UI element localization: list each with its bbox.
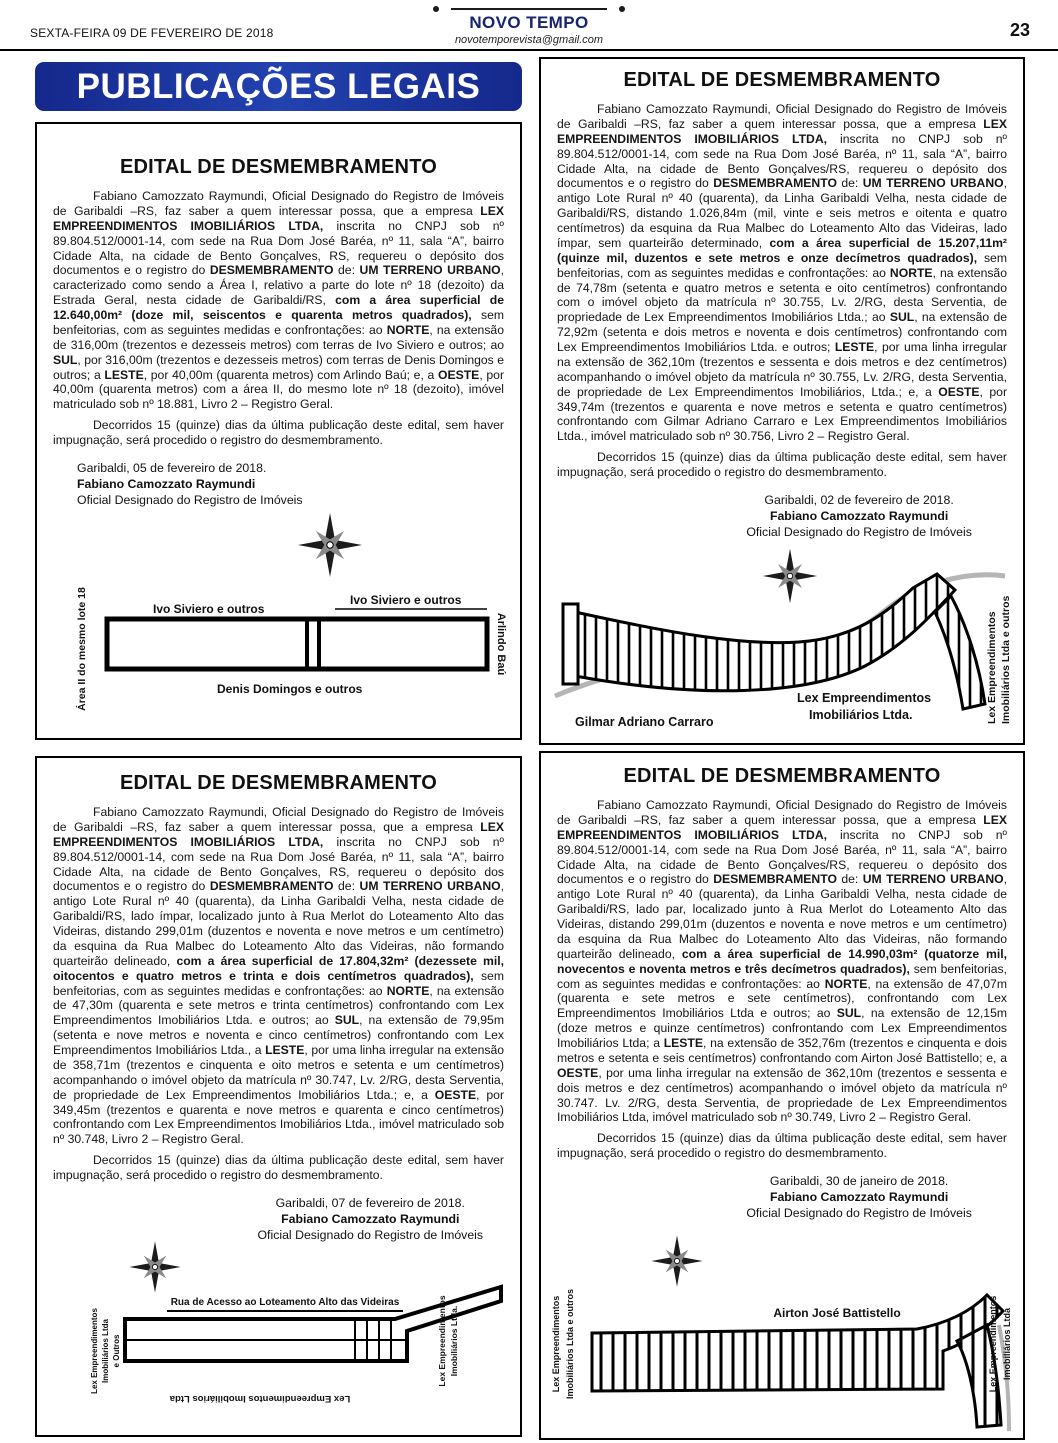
- notice-4-title: EDITAL DE DESMEMBRAMENTO: [623, 765, 941, 787]
- hatched-parcel: [563, 574, 985, 709]
- signer-role: Oficial Designado do Registro de Imóveis: [257, 1228, 484, 1243]
- signer-name: Fabiano Camozzato Raymundi: [769, 1190, 949, 1205]
- map1-label-left: Área II do mesmo lote 18: [76, 587, 88, 711]
- notice-1: [35, 122, 522, 740]
- map3-label-right-1: Lex Empreendimentos: [437, 1295, 447, 1387]
- newspaper-title: NOVO TEMPO: [469, 13, 589, 32]
- map2-label-right-1: Lex Empreendimentos: [986, 611, 998, 724]
- map1-label-right: Arlindo Baú: [495, 612, 507, 676]
- signer-role: Oficial Designado do Registro de Imóveis: [746, 525, 972, 540]
- notice-1-title: EDITAL DE DESMEMBRAMENTO: [119, 156, 438, 178]
- notice-2: [539, 57, 1025, 745]
- signer-role: Oficial Designado do Registro de Imóveis: [77, 493, 303, 508]
- notice-2-title: EDITAL DE DESMEMBRAMENTO: [623, 69, 941, 91]
- survey-map-1: [45, 501, 511, 736]
- map1-label-top-left: Ivo Siviero e outros: [153, 602, 265, 616]
- map4-label-left-2: Imobiliários Ltda e outros: [565, 1288, 575, 1400]
- notice-2-closing: Decorridos 15 (quinze) dias da última publicação deste edital, sem haver impugnação, será procedido o registro do desmembramento.: [557, 450, 1007, 479]
- map3-label-left-2: Imobiliários Ltda: [101, 1318, 110, 1384]
- notice-4-signature-block: [715, 1173, 1004, 1222]
- notice-3: [35, 756, 522, 1437]
- compass-rose-icon: [763, 549, 817, 603]
- place-date: Garibaldi, 02 de fevereiro de 2018.: [764, 492, 954, 507]
- notice-2-body: Fabiano Camozzato Raymundi, Oficial Designado do Registro de Imóveis de Garibaldi –RS, faz saber a quem interessar possa, que a empresa LEX EMPREENDIMENTOS IMOBILIÁRIOS LTDA, inscrita no CNPJ sob nº 89.804.512/0001-14, com sede na Rua Dom José Baréa, nº 11, sala “A”, bairro Cidade Alta, na cidade de Bento Gonçalves/RS, requereu o depósito dos documentos e o registro do DESMEMBRAMENTO de: UM TERRENO URBANO, antigo Lote Rural nº 40 (quarenta), da Linha Garibaldi Velha, nesta cidade de Garibaldi/RS, distando 1.026,84m (mil, vinte e seis metros e oitenta e quatro centímetros) da esquina da Rua Malbec do Loteamento Alto das Videiras, lado ímpar, sem quarteirão determinado, com a área superficial de 15.207,11m² (quinze mil, duzentos e sete metros e onze decímetros quadrados), sem benfeitorias, com as seguintes medidas e confrontações: ao NORTE, na extensão de 74,78m (setenta e quatro metros e setenta e oito centímetros) confrontando com o imóvel objeto da matrícula nº 30.755, Lv. 2/RG, desta Serventia, de propriedade de Lex Empreendimentos Imobiliários Ltda.; ao SUL, na extensão de 72,92m (setenta e dois metros e noventa e dois centímetros) confrontando com Lex Empreendimentos Imobiliários Ltda. e outros; LESTE, por uma linha irregular na extensão de 362,10m (trezentos e sessenta e dois metros e dez centímetros) acompanhando o imóvel objeto da matrícula nº 30.755, Lv. 2/RG, desta Serventia, de propriedade de Lex Empreendimentos Imobiliários, Ltda.; e, a OESTE, por 349,74m (trezentos e quarenta e nove metros e setenta e quatro centímetros) confrontando com Gilmar Adriano Carraro e Lex Empreendimentos Imobiliários Ltda., imóvel matriculado sob nº 30.756, Livro 2 – Registro Geral.: [557, 102, 1007, 444]
- map1-label-top-right: Ivo Siviero e outros: [350, 593, 462, 607]
- notice-4: [539, 751, 1025, 1440]
- notice-3-closing: Decorridos 15 (quinze) dias da última publicação deste edital, sem haver impugnação, será procedido o registro do desmembramento.: [53, 1153, 504, 1182]
- survey-map-2: [547, 546, 1017, 741]
- map2-label-center-2: Imobiliários Ltda.: [809, 708, 913, 722]
- map2-label-bottom-left: Gilmar Adriano Carraro: [575, 715, 714, 729]
- masthead-date: SEXTA-FEIRA 09 DE FEVEREIRO DE 2018: [30, 26, 274, 40]
- notice-3-title: EDITAL DE DESMEMBRAMENTO: [119, 772, 438, 794]
- map2-label-right-2: Imobiliários Ltda e outros: [1000, 595, 1012, 724]
- map3-label-bottom-flipped: Lex Empreendimentos Imobiliários Ltda: [169, 1393, 351, 1404]
- survey-map-4: [547, 1229, 1017, 1434]
- map4-label-right-2: Imobiliários Ltda: [1002, 1307, 1012, 1381]
- signer-name: Fabiano Camozzato Raymundi: [769, 509, 949, 524]
- map3-label-left-3: e Outros: [112, 1334, 121, 1368]
- compass-rose-icon: [651, 1235, 702, 1286]
- notice-1-closing: Decorridos 15 (quinze) dias da última publicação deste edital, sem haver impugnação, será procedido o registro do desmembramento.: [53, 418, 504, 447]
- plot-outline: [107, 609, 487, 669]
- notice-2-signature-block: [715, 492, 1004, 541]
- section-banner: [35, 62, 522, 111]
- place-date: Garibaldi, 30 de janeiro de 2018.: [769, 1174, 949, 1188]
- masthead: [0, 0, 1058, 51]
- map4-label-left-1: Lex Empreendimentos: [551, 1295, 561, 1393]
- map1-label-bottom: Denis Domingos e outros: [217, 682, 363, 696]
- map4-label-right-1: Lex Empreendimentos: [988, 1295, 998, 1393]
- map4-label-top: Airton José Battistello: [773, 1306, 901, 1320]
- notice-1-body: Fabiano Camozzato Raymundi, Oficial Designado do Registro de Imóveis de Garibaldi –RS, faz saber a quem interessar possa, que a empresa LEX EMPREENDIMENTOS IMOBILIÁRIOS LTDA, inscrita no CNPJ sob nº 89.804.512/0001-14, com sede na Rua Dom José Baréa, nº 11, sala “A”, bairro Cidade Alta, na cidade de Bento Gonçalves, RS, requereu o depósito dos documentos e o registro do DESMEMBRAMENTO de: UM TERRENO URBANO, caracterizado como sendo a Área I, relativo a parte do lote nº 18 (dezoito) da Estrada Geral, nesta cidade de Garibaldi/RS, com a área superficial de 12.640,00m² (doze mil, seiscentos e quarenta metros quadrados), sem benfeitorias, com as seguintes medidas e confrontações: ao NORTE, na extensão de 316,00m (trezentos e dezesseis metros) com terras de Ivo Siviero e outros; ao SUL, por 316,00m (trezentos e dezesseis metros) com terras de Denis Domingos e outros; a LESTE, por 40,00m (quarenta metros) com Arlindo Baú; e, a OESTE, por 40,00m (quarenta metros) com a área II, do mesmo lote nº 18 (dezoito), imóvel matriculado sob nº 18.881, Livro 2 – Registro Geral.: [53, 189, 504, 412]
- map3-label-left-1: Lex Empreendimentos: [90, 1308, 99, 1394]
- signer-name: Fabiano Camozzato Raymundi: [77, 477, 256, 492]
- map3-street-label: Rua de Acesso ao Loteamento Alto das Videiras: [170, 1297, 400, 1308]
- notice-3-body: Fabiano Camozzato Raymundi, Oficial Designado do Registro de Imóveis de Garibaldi –RS, faz saber a quem interessar possa, que a empresa LEX EMPREENDIMENTOS IMOBILIÁRIOS LTDA, inscrita no CNPJ sob nº 89.804.512/0001-14, com sede na Rua Dom José Baréa, nº 11, sala “A”, bairro Cidade Alta, na cidade de Bento Gonçalves, RS, requereu o depósito dos documentos e o registro do DESMEMBRAMENTO de: UM TERRENO URBANO, antigo Lote Rural nº 40 (quarenta), da Linha Garibaldi Velha, nesta cidade de Garibaldi/RS, lado ímpar, localizado junto à Rua Merlot do Loteamento Alto das Videiras, distando 299,01m (duzentos e noventa e nove metros e um centímetro) da esquina da Rua Malbec do Loteamento Alto das Videiras, não formando quarteirão delineado, com a área superficial de 17.804,32m² (dezessete mil, oitocentos e quatro metros e trinta e dois centímetros quadrados), sem benfeitorias, com as seguintes medidas e confrontações: ao NORTE, na extensão de 47,30m (quarenta e sete metros e trinta centímetros) confrontando com Lex Empreendimentos Imobiliários Ltda. e outros; ao SUL, na extensão de 79,95m (setenta e nove metros e noventa e cinco centímetros) confrontando com Lex Empreendimentos Imobiliários Ltda., a LESTE, por uma linha irregular na extensão de 358,71m (trezentos e cinquenta e oito metros e setenta e um centímetros) acompanhando o imóvel objeto da matrícula nº 30.747, Lv. 2/RG, desta Serventia, de propriedade de Lex Empreendimentos Imobiliários Ltda.; e, a OESTE, por 349,45m (trezentos e quarenta e nove metros e quarenta e cinco centímetros) confrontando com Lex Empreendimentos Imobiliários Ltda., imóvel matriculado sob nº 30.748, Livro 2 – Registro Geral.: [53, 805, 505, 1147]
- page-number: 23: [1009, 20, 1030, 40]
- map2-label-center-1: Lex Empreendimentos: [797, 691, 932, 705]
- masthead-rule: [451, 8, 607, 10]
- newspaper-email: novotemporevista@gmail.com: [454, 34, 604, 46]
- map3-label-right-2: Imobiliários Ltda.: [449, 1305, 459, 1377]
- signer-name: Fabiano Camozzato Raymundi: [281, 1212, 460, 1227]
- place-date: Garibaldi, 05 de fevereiro de 2018.: [77, 460, 267, 475]
- place-date: Garibaldi, 07 de fevereiro de 2018.: [275, 1195, 465, 1210]
- survey-map-3: [45, 1231, 511, 1431]
- notice-4-closing: Decorridos 15 (quinze) dias da última publicação deste edital, sem haver impugnação, será procedido o registro do desmembramento.: [557, 1131, 1007, 1161]
- section-banner-label: PUBLICAÇÕES LEGAIS: [76, 66, 481, 106]
- compass-rose-icon: [129, 1241, 180, 1292]
- signer-role: Oficial Designado do Registro de Imóveis: [746, 1206, 972, 1221]
- compass-rose-icon: [298, 513, 362, 577]
- notice-4-body: Fabiano Camozzato Raymundi, Oficial Designado do Registro de Imóveis de Garibaldi –RS, faz saber a quem interessar possa, que a empresa LEX EMPREENDIMENTOS IMOBILIÁRIOS LTDA, inscrita no CNPJ sob nº 89.804.512/0001-14, com sede na Rua Dom José Baréa, nº 11, sala “A”, bairro Cidade Alta, na cidade de Bento Gonçalves/RS, requereu o depósito dos documentos e o registro do DESMEMBRAMENTO de: UM TERRENO URBANO, antigo Lote Rural nº 40 (quarenta), da Linha Garibaldi Velha, nesta cidade de Garibaldi/RS, lado par, localizado junto à Rua Merlot do Loteamento Alto das Videiras, distando 299,01m (duzentos e noventa e nove metros e um centímetro) da esquina da Rua Malbec do Loteamento Alto das Videiras, não formando quarteirão delineado, com a área superficial de 14.990,03m² (quatorze mil, novecentos e noventa metros e três decímetros quadrados), sem benfeitorias, com as seguintes medidas e confrontações: ao NORTE, na extensão de 47,07m (quarenta e sete metros e sete centímetros), confrontando com Lex Empreendimentos Imobiliários Ltda e outros; ao SUL, na extensão de 12,15m (doze metros e quinze centímetros) confrontando com Lex Empreendimentos Imobiliários Ltda; a LESTE, na extensão de 352,76m (trezentos e cinquenta e dois metros e setenta e seis centímetros) confrontando com Airton José Battistello; e, a OESTE, por uma linha irregular na extensão de 362,10m (trezentos e sessenta e dois metros e dez centímetros) acompanhando o imóvel objeto da matrícula nº 30.747. Lv. 2/RG, desta Serventia, de propriedade de Lex Empreendimentos Imobiliários Ltda, imóvel matriculado sob nº 30.749, Livro 2 – Registro Geral.: [557, 798, 1007, 1125]
- masthead-center: [369, 4, 689, 46]
